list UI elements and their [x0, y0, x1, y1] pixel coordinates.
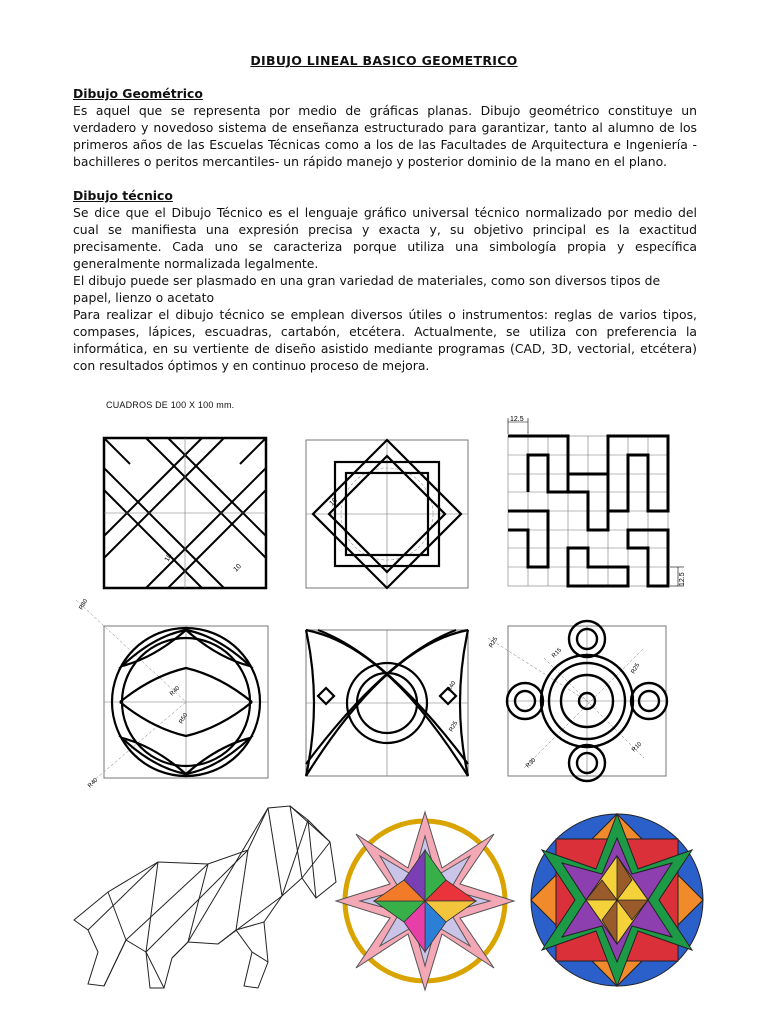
figure-interlaced-octagram	[302, 436, 474, 594]
figure-diagonal-lattice	[100, 434, 272, 594]
section-paragraph: Para realizar el dibujo técnico se emplean diversos útiles o instrumentos: reglas de varios tipos, compases, lápices, escuadras, cartabón, etcétera. Actualmente, se utiliza con preferencia la informática, en su vertiente de diseño asistido mediante programas (CAD, 3D, vectorial, etcétera) con resultados óptimos y en continuo proceso de mejora.	[73, 307, 697, 373]
dimension-label: 12.5	[679, 572, 686, 586]
section-dibujo-geometrico	[73, 85, 697, 170]
section-paragraph: El dibujo puede ser plasmado en una gran variedad de materiales, como son diversos tipos de papel, lienzo o acetato	[73, 273, 661, 305]
section-paragraph: Se dice que el Dibujo Técnico es el lenguaje gráfico universal técnico normalizado por medio del cual se manifiesta una expresión precisa y exacta y, su objetivo principal es la exactitud precisamente. Cada uno se caracteriza porque utiliza una simbología propia y específica generalmente normalizada legalmente.	[73, 205, 697, 271]
dimension-label: 10	[232, 562, 243, 574]
figure-grid-meander	[488, 414, 688, 596]
dimension-label: R40	[446, 680, 458, 693]
dimension-label: R80	[78, 598, 90, 611]
figure-circle-petals	[72, 596, 274, 792]
dimension-label: 10	[328, 496, 339, 508]
dimension-label: R25	[448, 720, 460, 733]
figure-celtic-knot	[302, 626, 474, 782]
dimension-label: R40	[87, 777, 100, 790]
dimension-label: 12.5	[510, 416, 524, 423]
section-heading: Dibujo técnico	[73, 188, 173, 203]
figure-polygonal-dog	[68, 802, 342, 992]
dimension-label: R10	[631, 741, 644, 754]
dimension-label: R25	[630, 662, 642, 675]
dimension-label: R30	[525, 757, 538, 770]
figure-star-mandala	[334, 810, 516, 992]
figure-concentric-rings	[484, 618, 672, 788]
dimension-label: R15	[551, 647, 564, 660]
dimension-label: R25	[488, 636, 500, 649]
section-heading: Dibujo Geométrico	[73, 86, 203, 101]
figures-caption: CUADROS DE 100 X 100 mm.	[106, 400, 235, 410]
figure-octagram-mandala	[528, 808, 706, 992]
dimension-label: R50	[178, 712, 190, 725]
dimension-label: 10	[163, 552, 174, 563]
section-paragraph: Es aquel que se representa por medio de gráficas planas. Dibujo geométrico constituye un verdadero y novedoso sistema de enseñanza estructurado para garantizar, tanto al alumno de los primeros años de las Escuelas Técnicas como a los de las Facultades de Arquitectura e Ingeniería -bachilleres o peritos mercantiles- un rápido manejo y posterior dominio de la mano en el plano.	[73, 103, 697, 169]
dimension-label: R40	[169, 685, 182, 698]
page-title: DIBUJO LINEAL BASICO GEOMETRICO	[250, 53, 518, 68]
section-dibujo-tecnico	[73, 187, 697, 374]
